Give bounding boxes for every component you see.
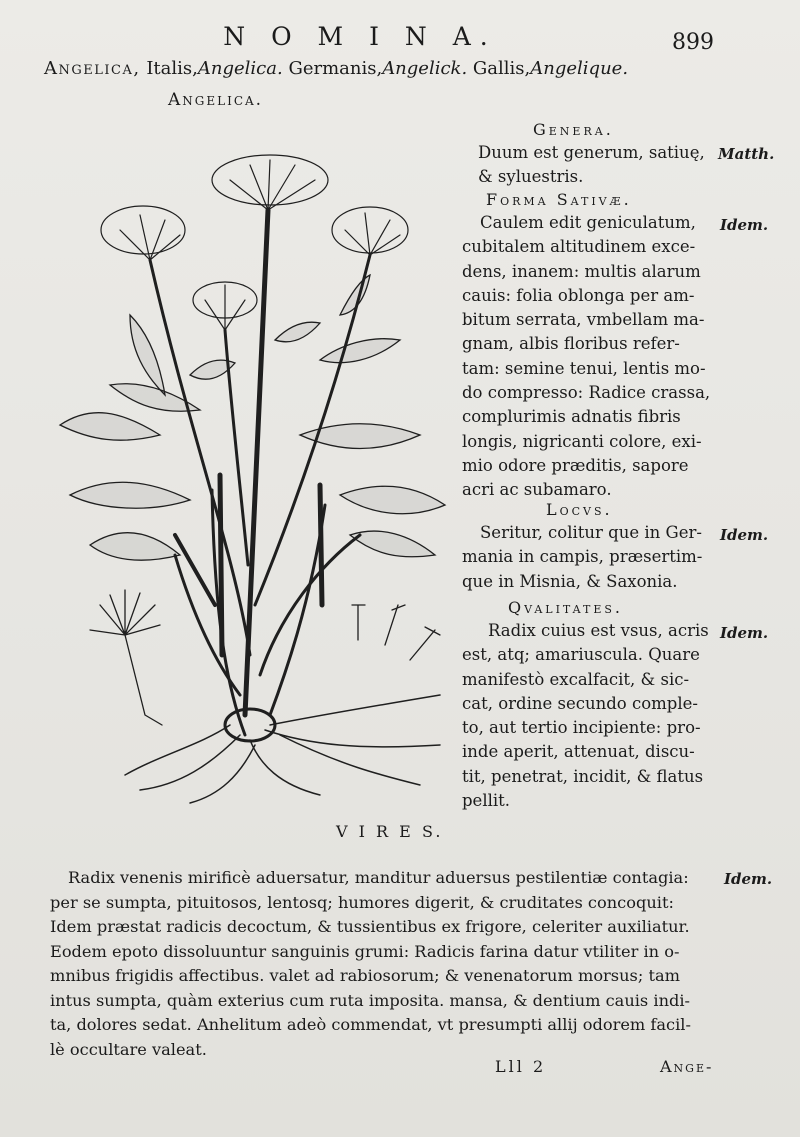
- vires-line: lè occultare valeat.: [50, 1039, 207, 1059]
- locus-text: [462, 521, 702, 594]
- vires-heading: V I R E S.: [336, 822, 444, 841]
- forma-line: Caulem edit geniculatum,: [480, 213, 696, 232]
- forma-line: dens, inanem: multis alarum: [462, 261, 701, 281]
- qualitates-line: tit, penetrat, incidit, & flatus: [462, 766, 704, 786]
- forma-line: mio odore præditis, sapore: [462, 455, 689, 475]
- running-head: N O M I N A.: [223, 22, 497, 51]
- locus-line: Seritur, colitur que in Ger-: [480, 523, 702, 542]
- name-italian: Angelica.: [197, 58, 283, 79]
- vires-line: Eodem epoto dissoluuntur sanguinis grumi: Radicis farina datur vtiliter in o-: [50, 941, 680, 961]
- locus-line: mania in campis, præsertim-: [462, 547, 703, 567]
- genera-line: Duum est generum, satiuę,: [478, 143, 705, 162]
- name-latin: Angelica,: [44, 58, 141, 79]
- vires-line: intus sumpta, quàm exterius cum ruta imposita. mansa, & dentium cauis indi-: [50, 990, 690, 1010]
- forma-text: [462, 211, 710, 503]
- vires-line: per se sumpta, pituitosos, lentosq; humores digerit, & cruditates concoquit:: [50, 892, 674, 912]
- forma-line: do compresso: Radice crassa,: [462, 383, 711, 403]
- angelica-plant-woodcut-icon: [40, 135, 460, 815]
- name-label-germanis: Germanis,: [288, 58, 383, 79]
- catchword: Ange-: [660, 1057, 714, 1076]
- margin-source-qualitates: Idem.: [720, 624, 769, 642]
- forma-line: acri ac subamaro.: [462, 480, 612, 500]
- locus-heading: Locvs.: [546, 500, 613, 519]
- margin-source-locus: Idem.: [720, 526, 769, 544]
- qualitates-line: to, aut tertio incipiente: pro-: [462, 718, 701, 738]
- qualitates-heading: Qvalitates.: [508, 598, 623, 617]
- signature-mark: Lll 2: [495, 1057, 547, 1076]
- forma-line: tam: semine tenui, lentis mo-: [462, 358, 706, 378]
- vires-line: mnibus frigidis affectibus. valet ad rabiosorum; & venenatorum morsus; tam: [50, 966, 680, 985]
- forma-line: longis, nigricanti colore, exi-: [462, 431, 702, 451]
- vires-line: Radix venenis mirificè aduersatur, manditur aduersus pestilentiæ contagia:: [68, 868, 689, 887]
- forma-heading: Forma Sativæ.: [486, 190, 632, 209]
- name-german: Angelick.: [382, 58, 468, 79]
- forma-line: complurimis adnatis fibris: [462, 407, 681, 427]
- forma-line: cauis: folia oblonga per am-: [462, 285, 695, 305]
- margin-source-vires: Idem.: [724, 870, 773, 888]
- qualitates-line: inde aperit, attenuat, discu-: [462, 742, 695, 762]
- locus-line: que in Misnia, & Saxonia.: [462, 571, 678, 591]
- vires-text: [50, 866, 691, 1062]
- qualitates-line: cat, ordine secundo comple-: [462, 693, 698, 713]
- genera-text: [478, 141, 705, 190]
- genera-line: & syluestris.: [478, 167, 584, 187]
- name-french: Angelique.: [530, 58, 629, 79]
- qualitates-line: manifestò excalfacit, & sic-: [462, 669, 690, 689]
- name-label-italis: Italis,: [146, 58, 198, 79]
- qualitates-line: pellit.: [462, 791, 511, 811]
- qualitates-line: Radix cuius est vsus, acris: [488, 621, 709, 640]
- names-line: [44, 58, 628, 79]
- qualitates-line: est, atq; amariuscula. Quare: [462, 645, 700, 665]
- forma-line: cubitalem altitudinem exce-: [462, 237, 696, 257]
- vires-line: Idem præstat radicis decoctum, & tussientibus ex frigore, celeriter auxiliatur.: [50, 917, 690, 936]
- genera-heading: Genera.: [533, 120, 614, 139]
- name-label-gallis: Gallis,: [472, 58, 531, 79]
- qualitates-text: [462, 619, 709, 813]
- margin-source-genera: Matth.: [718, 145, 775, 163]
- plant-caption: Angelica.: [168, 90, 264, 110]
- page-number: 899: [672, 30, 714, 55]
- margin-source-forma: Idem.: [720, 216, 769, 234]
- vires-line: ta, dolores sedat. Anhelitum adeò commendat, vt presumpti allij odorem facil-: [50, 1015, 691, 1034]
- forma-line: gnam, albis floribus refer-: [462, 334, 680, 354]
- forma-line: bitum serrata, vmbellam ma-: [462, 310, 705, 330]
